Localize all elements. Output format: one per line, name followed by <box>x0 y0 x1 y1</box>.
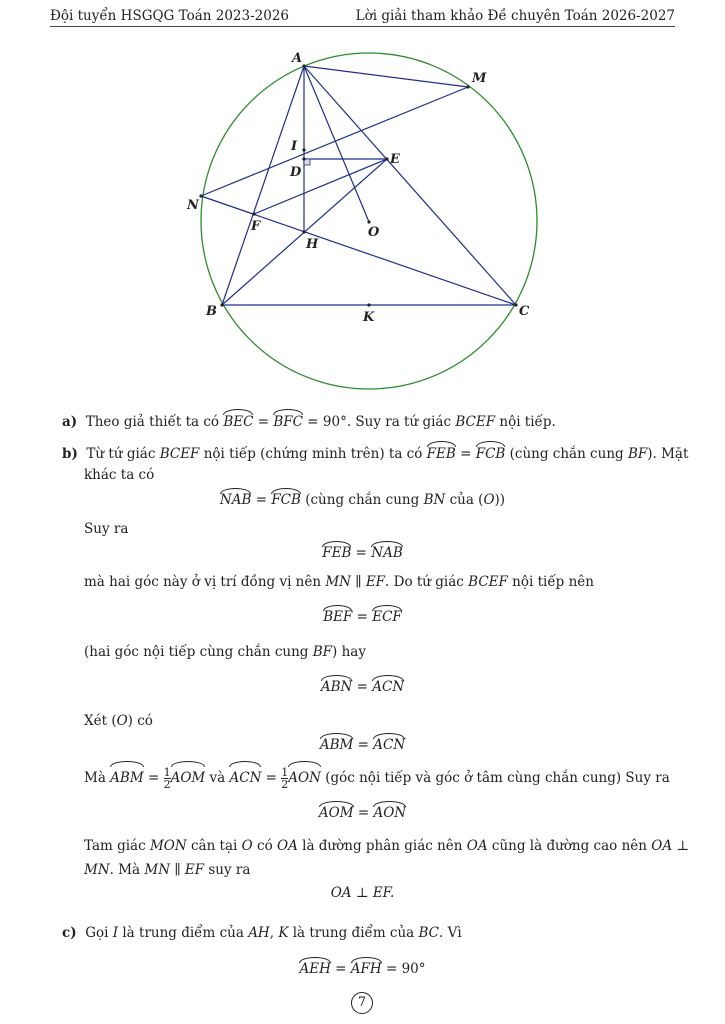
math: BCEF <box>159 446 200 462</box>
math: BC <box>418 925 440 941</box>
angle: AOM <box>171 762 206 791</box>
point-label-n: N <box>187 198 199 213</box>
text: của ( <box>445 492 484 508</box>
text: và <box>205 770 230 786</box>
math: OA ⊥ <box>651 838 690 854</box>
text: mà hai góc này ở vị trí đồng vị nên <box>84 574 326 590</box>
part-b-line2: khác ta có <box>84 467 155 483</box>
math: O <box>241 838 253 854</box>
point-label-b: B <box>206 304 217 319</box>
part-a-line <box>62 410 556 431</box>
math: OA <box>277 838 298 854</box>
text: nội tiếp nên <box>507 574 594 590</box>
angle: ABN <box>321 676 352 695</box>
math: I <box>112 925 119 941</box>
equation-3: BEF = ECF <box>0 606 725 625</box>
text: là đường phân giác nên <box>297 838 467 854</box>
header-right: Lời giải tham khảo Đề chuyên Toán 2026-2027 <box>355 8 675 24</box>
geometry-figure <box>0 30 725 400</box>
text: là trung điểm của <box>288 925 419 941</box>
angle: FCB <box>476 442 506 463</box>
ma-line: Mà ABM = $\frac{1}{2}$ AOM và ACN = $\frac{1}{2}$ AON (góc nội tiếp và góc ở tâm cùng chắn cung) Suy ra <box>84 762 670 791</box>
point-label-d: D <box>290 165 302 180</box>
part-b-line3 <box>84 573 594 591</box>
angle: BFC <box>273 410 303 431</box>
math: O <box>483 492 495 508</box>
text: . Vì <box>439 925 462 941</box>
text: (góc nội tiếp và góc ở tâm cùng chắn cung) Suy ra <box>320 770 670 786</box>
angle: FCB <box>271 489 301 508</box>
angle: AON <box>373 802 406 821</box>
text: = 90° <box>381 961 426 977</box>
text: = 90°. Suy ra tứ giác <box>303 414 456 430</box>
text: , <box>269 925 279 941</box>
equation-2: FEB = NAB <box>0 542 725 561</box>
math: BF <box>312 644 333 660</box>
math: BCEF <box>468 574 508 590</box>
page-header <box>50 8 675 27</box>
equation-5: ABM = ACN <box>0 734 725 753</box>
part-b-line7 <box>84 861 250 879</box>
math: BN <box>423 492 446 508</box>
angle: NAB <box>220 489 251 508</box>
text: )) <box>494 492 506 508</box>
point-dots <box>199 64 517 306</box>
text: cân tại <box>186 838 242 854</box>
angle: ACN <box>229 762 261 791</box>
angle: AOM <box>319 802 354 821</box>
angle: AON <box>288 762 321 791</box>
part-b-line4 <box>84 643 366 661</box>
text: ) có <box>127 713 153 729</box>
math: O <box>116 713 128 729</box>
angle: NAB <box>371 542 402 561</box>
math: BF <box>627 446 648 462</box>
text: ) hay <box>332 644 366 660</box>
fraction: $\frac{1}{2}$ <box>281 766 289 791</box>
equation-c: AEH = AFH = 90° <box>0 958 725 977</box>
text: ). Mặt <box>647 446 689 462</box>
angle: FEB <box>427 442 456 463</box>
part-a-label: a) <box>62 414 78 430</box>
part-c-label: c) <box>62 925 77 941</box>
math: K <box>278 925 289 941</box>
text: . Mà <box>109 862 145 878</box>
text: Từ tứ giác <box>86 446 160 462</box>
part-b-line6 <box>84 837 689 855</box>
point-label-e: E <box>390 152 400 167</box>
point-label-m: M <box>472 71 487 86</box>
angle: BEF <box>323 606 352 625</box>
angle: ECF <box>372 606 402 625</box>
text: cũng là đường cao nên <box>487 838 652 854</box>
point-label-c: C <box>519 304 530 319</box>
point-label-i: I <box>291 139 298 154</box>
point-label-h: H <box>306 237 319 252</box>
text: Theo giả thiết ta có <box>85 414 224 430</box>
text: có <box>252 838 278 854</box>
text: Tam giác <box>84 838 150 854</box>
text: . Do tứ giác <box>385 574 469 590</box>
text: Xét ( <box>84 713 117 729</box>
math: MON <box>149 838 187 854</box>
text: nội tiếp (chứng minh trên) ta có <box>199 446 427 462</box>
text: (hai góc nội tiếp cùng chắn cung <box>84 644 313 660</box>
math: AH <box>248 925 270 941</box>
angle: FEB <box>322 542 351 561</box>
math: MN <box>84 862 110 878</box>
math: MN ∥ EF <box>144 862 205 878</box>
header-left: Đội tuyển HSGQG Toán 2023-2026 <box>50 8 290 24</box>
angle: AEH <box>299 958 330 977</box>
angle: BEC <box>223 410 253 431</box>
point-label-o: O <box>368 225 380 240</box>
part-b-label: b) <box>62 446 78 462</box>
page-number: 7 <box>351 992 373 1014</box>
text: (cùng chắn cung <box>300 492 424 508</box>
point-label-k: K <box>363 310 375 325</box>
equation-6: AOM = AON <box>0 802 725 821</box>
angle: AFH <box>351 958 382 977</box>
suy-ra: Suy ra <box>84 521 129 537</box>
text: suy ra <box>204 862 251 878</box>
angle: ABM <box>320 734 354 753</box>
final-result: OA ⊥ EF. <box>330 885 395 901</box>
text: Gọi <box>85 925 113 941</box>
xet-line <box>84 712 153 730</box>
angle: ACN <box>373 734 405 753</box>
text: là trung điểm của <box>118 925 249 941</box>
text: Mà <box>84 770 111 786</box>
equation-4: ABN = ACN <box>0 676 725 695</box>
equation-1: NAB = FCB (cùng chắn cung BN của (O)) <box>0 489 725 508</box>
text: = <box>253 414 274 430</box>
point-label-f: F <box>251 219 261 234</box>
point-label-a: A <box>292 51 303 66</box>
angle: ABM <box>110 762 144 791</box>
part-b-line1: b) Từ tứ giác BCEF nội tiếp (chứng minh trên) ta có FEB = FCB (cùng chắn cung BF). Mặt <box>62 442 688 463</box>
fraction: $\frac{1}{2}$ <box>163 766 171 791</box>
math: MN ∥ EF <box>325 574 386 590</box>
text: (cùng chắn cung <box>505 446 628 462</box>
math: OA <box>466 838 488 854</box>
angle: ACN <box>372 676 404 695</box>
math: BCEF <box>455 414 496 430</box>
part-c-line <box>62 924 462 942</box>
text: nội tiếp. <box>495 414 556 430</box>
triangle-lines <box>201 66 516 305</box>
